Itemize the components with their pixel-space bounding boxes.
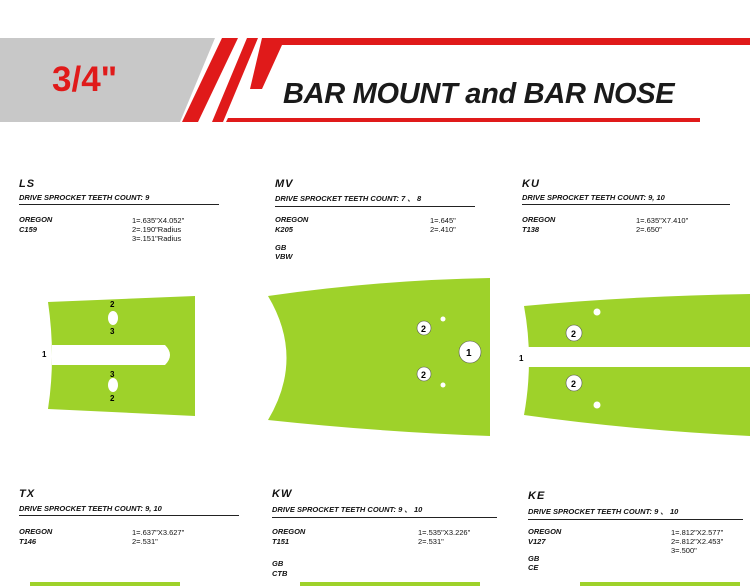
block-name-ls: LS [19,178,36,190]
spec-line: 1=.645" [430,216,456,225]
spec-line: 1=.535"X3.226" [418,528,471,537]
code-tx: T146 [19,537,37,546]
bar-size-label: 3/4" [52,60,118,99]
specs-mv [430,216,456,234]
specs-kw [418,528,470,546]
drive-count-ke: DRIVE SPROCKET TEETH COUNT: 9 、 10 [528,506,743,520]
mv-pin-lower [441,383,446,388]
spec-line: 1=.635"X7.410" [636,216,689,225]
ls-label-3-top: 3 [110,327,115,336]
ls-label-2-top: 2 [110,300,115,309]
specs-ls [132,216,184,243]
bar-body-mv [268,278,490,436]
brand-tx: OREGON [19,527,53,536]
drive-count-ls: DRIVE SPROCKET TEETH COUNT: 9 [19,193,219,205]
spec-line: 3=.151"Radius [132,234,182,243]
code-kw: T151 [272,537,290,546]
ls-label-2-bottom: 2 [110,394,115,403]
mv-label-1: 1 [466,348,472,359]
ku-pin-lower [594,402,601,409]
bar-slot-ls [52,345,170,365]
spec-line: 2=.410" [430,225,456,234]
code-ke: V127 [528,537,546,546]
bar-diagram-ku [519,294,750,436]
spec-line: 3=.500" [671,546,697,555]
code-ku: T138 [522,225,540,234]
ku-label-1: 1 [519,354,524,363]
drive-count-ku: DRIVE SPROCKET TEETH COUNT: 9, 10 [522,193,730,205]
spec-line: 1=.812"X2.577" [671,528,724,537]
bar-top-tx [30,582,180,586]
bar-slot-ku [528,347,750,367]
ls-label-1: 1 [42,350,47,359]
extra-mv-1: GB [275,243,287,252]
bar-diagrams-lower [0,576,750,586]
header-red-underline [226,118,700,122]
bar-top-kw [300,582,480,586]
mv-pin-upper [441,317,446,322]
ls-hole-top [108,311,118,325]
brand-mv: OREGON [275,215,309,224]
code-ls: C159 [19,225,37,234]
brand-ke: OREGON [528,527,562,536]
bar-diagram-mv [268,278,490,436]
bar-diagrams [0,270,750,440]
extra-ke-2: CE [528,563,539,572]
mv-label-2-upper: 2 [421,324,427,334]
specs-tx [132,528,184,546]
spec-line: 2=.190"Radius [132,225,182,234]
block-name-kw: KW [272,488,293,500]
spec-line: 2=.531" [418,537,444,546]
extra-kw-2: CTB [272,569,288,578]
extra-ke-1: GB [528,554,540,563]
bar-diagram-ls [42,296,195,416]
block-name-ke: KE [528,490,546,502]
spec-line: 2=.650" [636,225,662,234]
extra-mv-2: VBW [275,252,293,261]
block-name-ku: KU [522,178,540,190]
spec-line: 2=.531" [132,537,158,546]
ku-label-2-lower: 2 [571,379,577,389]
extra-kw-1: GB [272,559,284,568]
ls-hole-bottom [108,378,118,392]
mv-label-2-lower: 2 [421,370,427,380]
ls-label-3-bottom: 3 [110,370,115,379]
page-title: BAR MOUNT and BAR NOSE [283,78,675,110]
block-name-mv: MV [275,178,294,190]
brand-ls: OREGON [19,215,53,224]
block-name-tx: TX [19,488,36,500]
drive-count-tx: DRIVE SPROCKET TEETH COUNT: 9, 10 [19,504,239,516]
specs-ku [636,216,688,234]
spec-line: 1=.637"X3.627" [132,528,185,537]
ku-label-2-upper: 2 [571,329,577,339]
spec-line: 2=.812"X2.453" [671,537,724,546]
spec-line: 1=.635"X4.052" [132,216,185,225]
drive-count-kw: DRIVE SPROCKET TEETH COUNT: 9 、 10 [272,504,497,518]
drive-count-mv: DRIVE SPROCKET TEETH COUNT: 7 、 8 [275,193,475,207]
brand-kw: OREGON [272,527,306,536]
brand-ku: OREGON [522,215,556,224]
code-mv: K205 [275,225,293,234]
bar-top-ke [580,582,740,586]
ku-pin-upper [594,309,601,316]
specs-ke [671,528,723,555]
